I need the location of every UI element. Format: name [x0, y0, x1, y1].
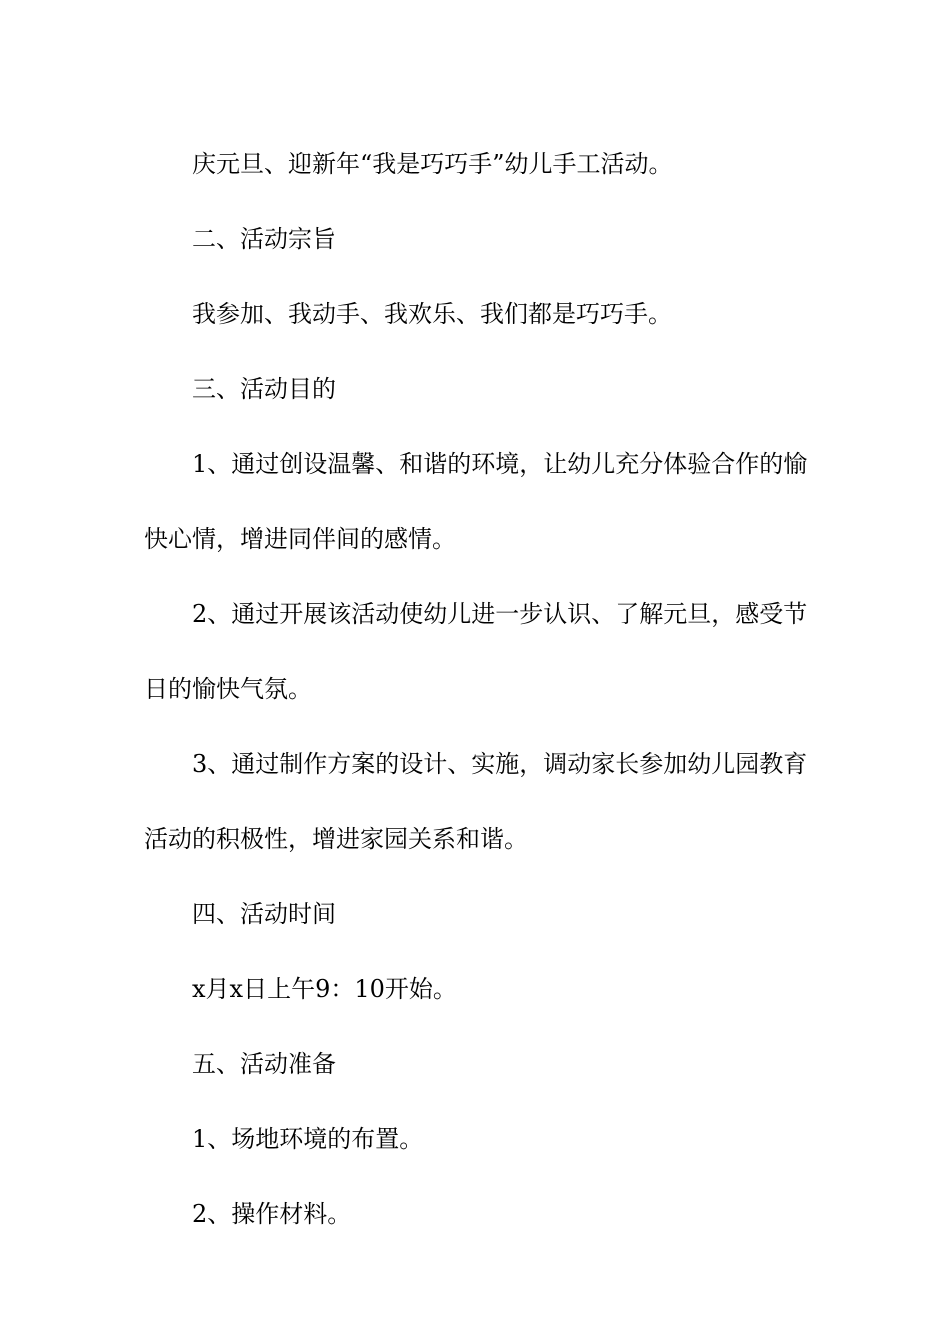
- section-heading-preparation: 五、活动准备: [192, 1050, 336, 1078]
- paragraph-goal-3: 3、通过制作方案的设计、实施，调动家长参加幼儿园教育活动的积极性，增进家园关系和谐。: [144, 750, 808, 853]
- document-body: [144, 127, 808, 1252]
- section-heading-time: 四、活动时间: [192, 900, 336, 928]
- paragraph-purpose: 我参加、我动手、我欢乐、我们都是巧巧手。: [192, 300, 672, 328]
- paragraph-time: x月x日上午9：10开始。: [192, 975, 457, 1003]
- paragraph-goal-1: 1、通过创设温馨、和谐的环境，让幼儿充分体验合作的愉快心情，增进同伴间的感情。: [144, 450, 808, 553]
- section-heading-goals: 三、活动目的: [192, 375, 336, 403]
- paragraph-activity-name: 庆元旦、迎新年“我是巧巧手”幼儿手工活动。: [192, 150, 673, 178]
- paragraph-goal-2: 2、通过开展该活动使幼儿进一步认识、了解元旦，感受节日的愉快气氛。: [144, 600, 808, 703]
- section-heading-purpose: 二、活动宗旨: [192, 225, 336, 253]
- paragraph-preparation-1: 1、场地环境的布置。: [192, 1125, 424, 1153]
- paragraph-preparation-2: 2、操作材料。: [192, 1200, 352, 1228]
